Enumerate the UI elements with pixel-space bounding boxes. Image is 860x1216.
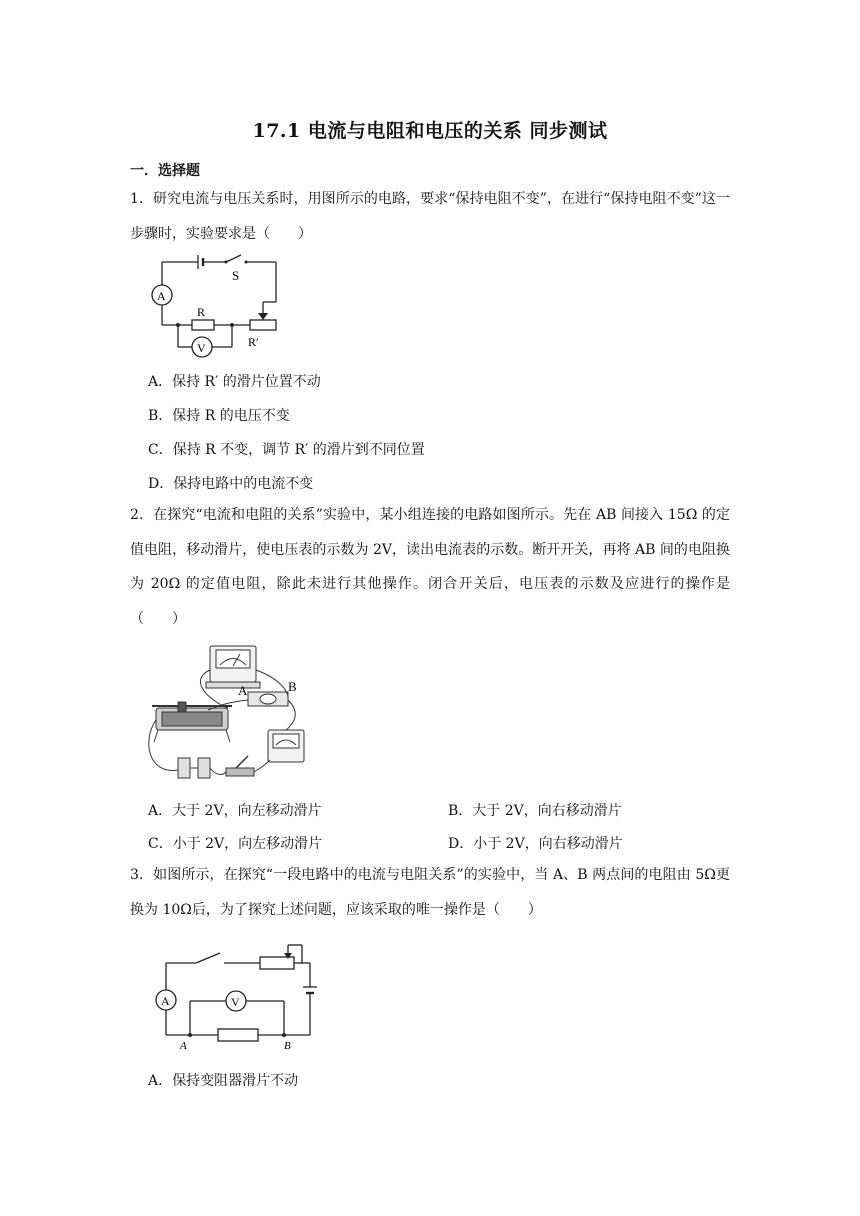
q1-resistor-label: R xyxy=(197,305,206,319)
question-2-option-d: D．小于 2V，向右移动滑片 xyxy=(448,836,623,852)
question-1-option-c: C．保持 R 不变，调节 R′ 的滑片到不同位置 xyxy=(148,442,425,458)
question-2-option-b: B．大于 2V，向右移动滑片 xyxy=(448,803,622,819)
question-1-stem: 1．研究电流与电压关系时，用图所示的电路，要求“保持电阻不变”，在进行“保持电阻不变”这一步骤时，实验要求是（ ） xyxy=(130,191,730,242)
question-1-circuit-diagram xyxy=(148,252,288,362)
question-1-option-b: B．保持 R 的电压不变 xyxy=(148,408,290,424)
q3-point-b-label: B xyxy=(284,1040,291,1052)
question-2-option-a: A．大于 2V，向左移动滑片 xyxy=(148,803,322,819)
question-2-apparatus-drawing xyxy=(148,640,308,782)
q3-voltmeter-label: V xyxy=(231,995,240,1009)
q1-switch-label: S xyxy=(232,268,240,283)
question-2-option-c: C．小于 2V，向左移动滑片 xyxy=(148,836,323,852)
q2-label-b: B xyxy=(288,679,297,694)
question-2-stem: 2．在探究“电流和电阻的关系”实验中，某小组连接的电路如图所示。先在 AB 间接入 15Ω 的定值电阻，移动滑片，使电压表的示数为 2V，读出电流表的示数。断开开关，再将 AB 间的电阻换为 20Ω 的定值电阻，除此未进行其他操作。闭合开关后，电压表的示数及应进行的操作是（ ） xyxy=(130,507,730,627)
section-heading: 一．选择题 xyxy=(130,163,200,179)
q2-label-a: A xyxy=(238,683,248,698)
question-1-option-a: A．保持 R′ 的滑片位置不动 xyxy=(148,374,321,390)
q3-point-a-label: A xyxy=(180,1040,187,1052)
q3-ammeter-label: A xyxy=(161,994,170,1008)
q1-voltmeter-label: V xyxy=(197,341,206,355)
question-3-option-a: A．保持变阻器滑片不动 xyxy=(148,1073,299,1089)
question-3-stem: 3．如图所示，在探究“一段电路中的电流与电阻关系”的实验中，当 A、B 两点间的电阻由 5Ω更换为 10Ω后，为了探究上述问题，应该采取的唯一操作是（ ） xyxy=(130,867,730,918)
question-1-option-d: D．保持电路中的电流不变 xyxy=(148,476,314,492)
q1-rheostat-label: R′ xyxy=(248,335,259,349)
q1-ammeter-label: A xyxy=(157,289,166,303)
page-title: 17.1 电流与电阻和电压的关系 同步测试 xyxy=(252,120,608,142)
question-3-circuit-diagram xyxy=(148,945,328,1053)
